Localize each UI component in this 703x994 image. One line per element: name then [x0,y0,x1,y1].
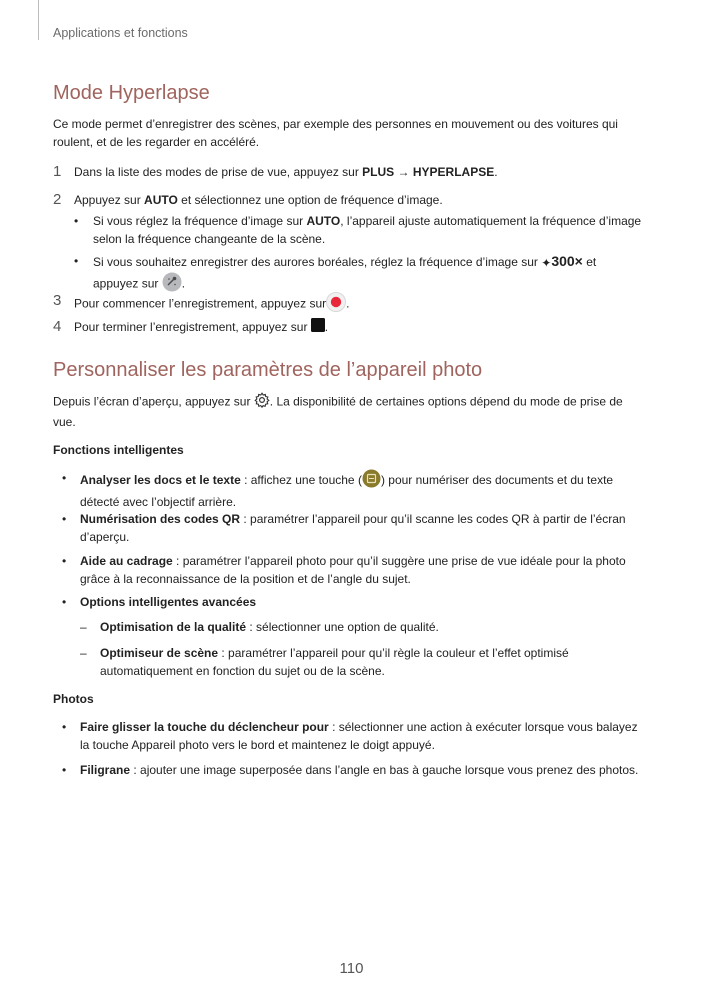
bullet-text: Si vous réglez la fréquence d’image sur AUTO, l’appareil ajuste automatiquement la fréquence d’image selon la fréquence changeante de la scène. [93,214,642,246]
subsection-heading-smart: Fonctions intelligentes [53,443,184,457]
section-title-settings: Personnaliser les paramètres de l’appareil photo [53,359,483,381]
stop-button-icon [311,318,325,337]
settings-intro: Depuis l’écran d’aperçu, appuyez sur . La disponibilité de certaines options dépend du mode de prise de vue. [53,392,648,431]
step-text: Pour commencer l’enregistrement, appuyez sur . [74,292,644,317]
step-text: Appuyez sur AUTO et sélectionnez une option de fréquence d’image. [74,193,443,207]
step-number: 1 [53,163,62,180]
smart-item-scan-docs: • Analyser les docs et le texte : affichez une touche ( ) pour numériser des documents et du texte détecté avec l’objectif arrière. [53,469,653,505]
step-text: Pour terminer l’enregistrement, appuyez sur . [74,318,644,337]
list-item-text: Optimisation de la qualité : sélectionner une option de qualité. [100,620,439,634]
ui-label-plus: PLUS [362,165,395,179]
step-number: 3 [53,292,62,309]
smart-item-advanced: • Options intelligentes avancées [53,593,653,611]
list-item-text: Optimiseur de scène : paramétrer l’appareil pour qu’il règle la couleur et l’effet optimisé automatiquement en fonction du sujet ou de la scène. [100,646,569,678]
list-item-text: Aide au cadrage : paramétrer l’appareil photo pour qu’il suggère une prise de vue idéale pour la photo grâce à la reconnaissance de la position et de l’angle du sujet. [80,554,626,586]
photo-item-watermark: • Filigrane : ajouter une image superposée dans l’angle en bas à gauche lorsque vous prenez des photos. [53,761,653,779]
step2-bullet-aurora: • Si vous souhaitez enregistrer des aurores boréales, réglez la fréquence d’image sur ✦300× et appuyez sur . [74,252,644,288]
list-item-text: Faire glisser la touche du déclencheur pour : sélectionner une action à exécuter lorsque vous balayez la touche Appareil photo vers le bord et maintenez le doigt appuyé. [80,720,638,752]
page-number: 110 [339,960,364,977]
frame-rate-badge: 300× [551,253,583,269]
step-4 [53,318,648,336]
margin-rule [38,0,39,40]
ui-label-hyperlapse: HYPERLAPSE [412,165,495,179]
smart-item-qr: • Numérisation des codes QR : paramétrer l’appareil pour qu’il scanne les codes QR à partir de l’écran d’aperçu. [53,510,653,546]
photo-item-shutter-swipe: • Faire glisser la touche du déclencheur pour : sélectionner une action à exécuter lorsque vous balayez la touche Appareil photo vers le bord et maintenez le doigt appuyé. [53,718,653,754]
advanced-item-scene: – Optimiseur de scène : paramétrer l’appareil pour qu’il règle la couleur et l’effet optimisé automatiquement en fonction du sujet ou de la scène. [80,644,650,680]
bullet-text: Si vous souhaitez enregistrer des aurores boréales, réglez la fréquence d’image sur ✦300× et appuyez sur . [93,252,643,297]
list-item-text: Numérisation des codes QR : paramétrer l’appareil pour qu’il scanne les codes QR à partir de l’écran d’aperçu. [80,512,626,544]
list-item-text: Options intelligentes avancées [80,595,257,609]
running-header: Applications et fonctions [53,26,188,40]
scan-document-icon [362,469,381,493]
ui-label-auto: AUTO [144,193,178,207]
smart-item-framing: • Aide au cadrage : paramétrer l’appareil photo pour qu’il suggère une prise de vue idéale pour la photo grâce à la reconnaissance de la position et de l’angle du sujet. [53,552,653,588]
list-item-text: Analyser les docs et le texte : affichez une touche ( ) pour numériser des documents et du texte détecté avec l’objectif arrière. [80,469,650,511]
record-button-icon [326,292,346,317]
step-1 [53,163,648,181]
advanced-item-quality: – Optimisation de la qualité : sélectionner une option de qualité. [80,618,650,636]
subsection-heading-photos: Photos [53,692,94,706]
step-3 [53,292,648,310]
step-number: 4 [53,318,62,335]
step2-bullet-auto: • Si vous réglez la fréquence d’image sur AUTO, l’appareil ajuste automatiquement la fréquence d’image selon la fréquence changeante de la scène. [74,214,642,246]
step-text: Dans la liste des modes de prise de vue, appuyez sur PLUS → HYPERLAPSE. [74,165,498,179]
gear-icon [254,392,270,413]
section-title-hyperlapse: Mode Hyperlapse [53,82,210,104]
star-icon: ✦ [541,255,552,270]
step-number: 2 [53,191,62,208]
hyperlapse-intro: Ce mode permet d’enregistrer des scènes, par exemple des personnes en mouvement ou des voitures qui roulent, et de les regarder en accéléré. [53,117,618,149]
step-2 [53,191,648,209]
list-item-text: Filigrane : ajouter une image superposée dans l’angle en bas à gauche lorsque vous prenez des photos. [80,763,639,777]
